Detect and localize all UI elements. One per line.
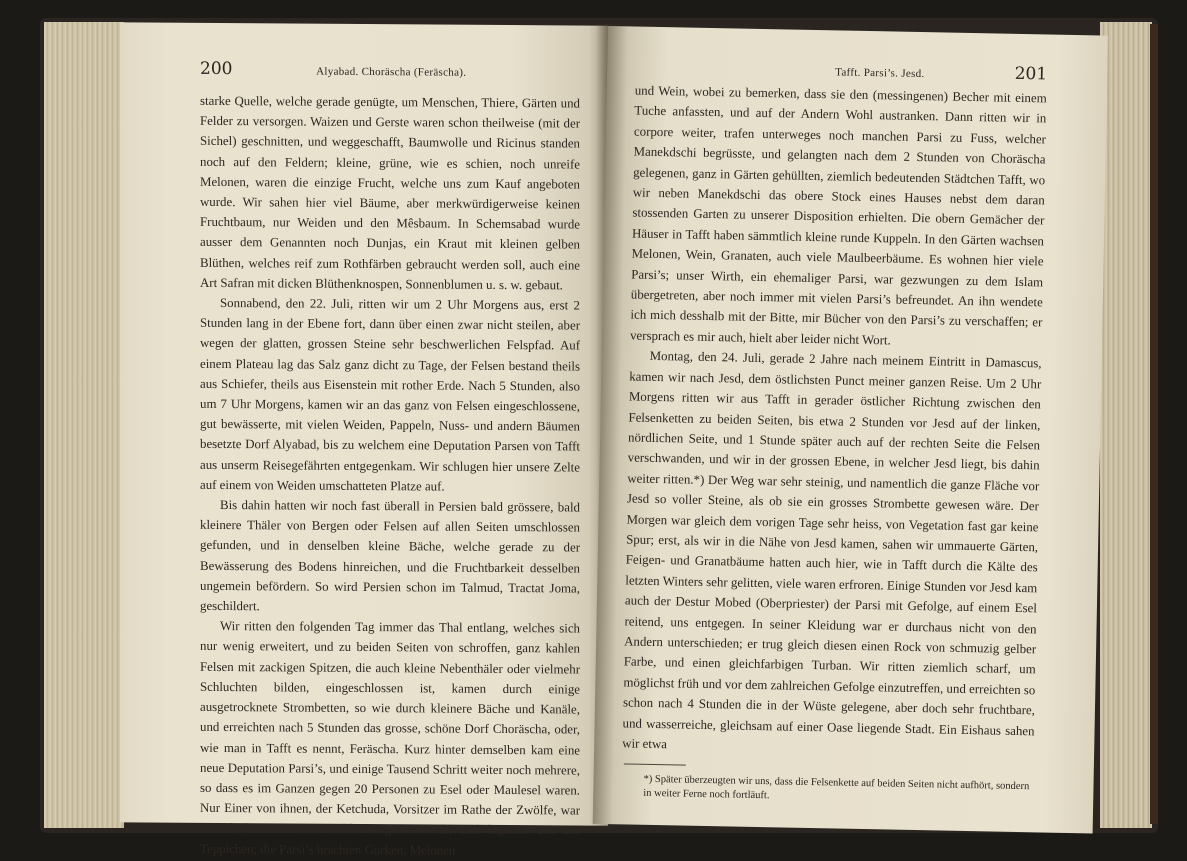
right-header-title: Tafft. Parsi’s. Jesd. xyxy=(835,66,925,81)
page-edges-right xyxy=(1100,22,1152,828)
right-page xyxy=(593,26,1108,833)
right-page-number: 201 xyxy=(1014,63,1048,85)
footnote: *) Später überzeugten wir uns, dass die Felsenkette auf beiden Seiten nicht aufhört, sondern in weiter Ferne noch fortläuft. xyxy=(643,774,1030,802)
paragraph: Wir ritten den folgenden Tag immer das Thal entlang, welches sich nur wenig erweitert, und zu beiden Seiten von schroffen, ganz kahlen Felsen mit zackigen Spitzen, die auch kleine Nebenthäler oder vielmehr Schluchten bilden, eingeschlossen ist, kamen durch einige ausgetrocknete Strombetten, so wie durch kleinere Bäche und Kanäle, und erreichten nach 5 Stunden das grosse, schöne Dorf Choräscha, oder, wie man in Tafft es nennt, Feräscha. Kurz hinter demselben kam eine neue Deputation Parsi’s, und einige Tausend Schritt weiter noch mehrere, so dass es im Ganzen gegen 20 Personen zu Esel oder Maulesel waren. Nur Einer von ihnen, der Ketchuda, Vorsitzer im Rathe der Zwölfe, war zu Pferde. Bei einer Mühle stiegen wir ab, und lagerten uns auf Teppichen; die Parsi’s brachten Gurken, Melonen xyxy=(200,619,580,858)
right-body-text xyxy=(622,81,1047,762)
paragraph: Montag, den 24. Juli, gerade 2 Jahre nach meinem Eintritt in Damascus, kamen wir nach Jesd, dem östlichsten Punct meiner ganzen Reise. Um 2 Uhr Morgens ritten wir aus Tafft in gerader östlicher Richtung zwischen den Felsenketten zu beiden Seiten, bis etwa 2 Stunden vor Jesd auf der linken, nördlichen Seite, und 1 Stunde später auch auf der rechten Seite die Felsen verschwanden, und wir in der grossen Ebene, in welcher Jesd liegt, bis dahin weiter ritten.*) Der Weg war sehr steinig, und namentlich die ganze Fläche vor Jesd so voller Steine, als ob sie ein grosses Strombette gewesen wäre. Der Morgen war gleich dem vorigen Tage sehr heiss, von Vegetation fast gar keine Spur; erst, als wir in die Nähe von Jesd kamen, sahen wir ummauerte Gärten, Feigen- und Granatbäume hatten auch hier, wie in Tafft durch die Kälte des letzten Winters sehr gelitten, viele waren erfroren. Einige Stunden vor Jesd kam auch der Destur Mobed (Oberpriester) der Parsi mit Gefolge, auf einem Esel reitend, uns entgegen. In seiner Kleidung war er durchaus nicht von den Andern unterschieden; er trug gleich diesen einen Rock von schmuzig gelber Farbe, und einen gleichfarbigen Turban. Wir ritten ziemlich scharf, um möglichst früh und vor dem zahlreichen Gefolge einzutreffen, und erreichten so schon nach 4 Stunden die in der Wüste gelegene, aber doch sehr fruchtbare, und wasserreiche, gleichsam auf einer Oase liegende Stadt. Ein Eishaus sahen wir etwa xyxy=(622,349,1042,752)
left-body-text xyxy=(200,91,580,861)
paragraph: starke Quelle, welche gerade genügte, um Menschen, Thiere, Gärten und Felder zu versorgen. Waizen und Gerste waren schon theilweise (mit der Sichel) geschnitten, und weggeschafft, Baumwolle und Ricinus standen noch auf den Feldern; kleine, grüne, wie es schien, noch unreife Melonen, waren die einzige Frucht, welche uns zum Kauf angeboten wurde. Wir sahen hier viel Bäume, aber merkwürdigerweise keinen Fruchtbaum, nur Weiden und den Mêsbaum. In Schemsabad wurde ausser dem Genannten noch Dunjas, ein Kraut mit kleinen gelben Blüthen, welches reif zum Rothfärben gebraucht werden soll, auch eine Art Safran mit dicken Blüthenknospen, Sonnenblumen u. s. w. gebaut. xyxy=(200,93,580,293)
paragraph: und Wein, wobei zu bemerken, dass sie den (messingenen) Becher mit einem Tuche anfassten, und auf der Andern Wohl austranken. Dann ritten wir in corpore weiter, trafen unterweges noch manchen Parsi zu Fuss, welcher Manekdschi begrüsste, und gelangten nach dem 2 Stunden von Choräscha gelegenen, ganz in Gärten gehüllten, ziemlich bedeutenden Städtchen Tafft, wo wir neben Manekdschi das obere Stock eines Hauses nebst dem daran stossenden Garten zu unserer Disposition erhielten. Die obern Gemächer der Häuser in Tafft haben sämmtlich kleine runde Kuppeln. In den Gärten wachsen Melonen, Wein, Granaten, auch viele Maulbeerbäume. Es wohnen hier viele Parsi’s; unser Wirth, ein ehemaliger Parsi, war gezwungen zu dem Islam übergetreten, aber noch immer mit vielen Parsi’s befreundet. An ihn wendete ich mich desshalb mit der Bitte, mir Bücher von den Parsi’s zu verschaffen; er versprach es mir auch, hielt aber leider nicht Wort. xyxy=(629,83,1047,348)
left-running-head xyxy=(200,59,580,88)
cover-edge xyxy=(1150,24,1158,824)
paragraph: Sonnabend, den 22. Juli, ritten wir um 2 Uhr Morgens aus, erst 2 Stunden lang in der Ebene fort, dann über einen zwar nicht steilen, aber wegen der glatten, grossen Steine sehr beschwerlichen Felspfad. Auf einem Plateau lag das Salz ganz dicht zu Tage, der Felsen bestand theils aus Schiefer, theils aus Eisenstein mit rother Erde. Nach 5 Stunden, also um 7 Uhr Morgens, kamen wir an das ganz von Felsen eingeschlossene, gut bewässerte, mit vielen Weiden, Pappeln, Nuss- und andern Bäumen besetzte Dorf Alyabad, bis zu welchem eine Deputation Parsen von Tafft aus unserm Reisegefährten entgegenkam. Wir schlugen hier unsere Zelte auf einem von Weiden umschatteten Platze auf. xyxy=(200,296,580,494)
left-header-title: Alyabad. Choräscha (Feräscha). xyxy=(316,65,467,79)
left-page-number: 200 xyxy=(200,58,233,80)
left-page xyxy=(120,22,608,858)
footnote-rule xyxy=(624,764,686,766)
paragraph: Bis dahin hatten wir noch fast überall in Persien bald grössere, bald kleinere Thäler von Bergen oder Felsen auf allen Seiten umschlossen gefunden, und in denselben kleine Bäche, welche gerade zu der Bewässerung des Bodens hinreichen, und die Fruchtbarkeit desselben ungemein befördern. So wird Persien schon im Talmud, Tractat Joma, geschildert. xyxy=(200,498,580,614)
page-edges-left xyxy=(44,22,124,828)
right-running-head xyxy=(635,49,1047,83)
